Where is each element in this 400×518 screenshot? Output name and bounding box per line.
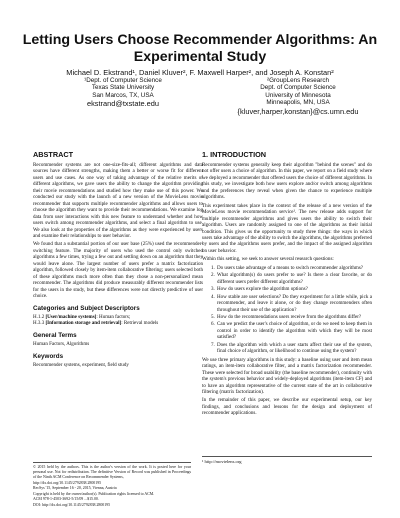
research-question: 6. Can we predict the user's choice of algorithm, or do we need to keep them in control in order to identify the algorithm with which they will be most satisfied? <box>216 321 372 340</box>
copyright-isbn: ACM 978-1-4503-3692-5/15/09 ...$15.00. <box>33 497 99 502</box>
research-questions-list <box>202 265 372 355</box>
general-terms-text: Human Factors, Algorithms <box>33 341 90 348</box>
affiliation-left-line-3: San Marcos, TX, USA <box>92 91 154 99</box>
affiliation-left-line-2: Texas State University <box>91 84 155 92</box>
category-2-title: [Information storage and retrieval] <box>45 320 122 327</box>
keywords-heading: Keywords <box>33 352 64 360</box>
author-list: Michael D. Ekstrand¹, Daniel Kluver², F. Maxwell Harper², and Joseph A. Konstan² <box>66 68 334 77</box>
research-question: 7. Does the algorithm with which a user starts affect their use of the system, final choice of algorithm, or likelihood to continue using the system? <box>216 342 372 355</box>
affiliation-right <box>218 77 378 116</box>
affiliation-right-line-4: Minneapolis, MN, USA <box>266 99 330 107</box>
affiliation-right-line-1: ²GroupLens Research <box>267 77 329 84</box>
category-line-2 <box>33 320 203 326</box>
affiliation-right-email: {kluver,harper,konstan}@cs.umn.edu <box>237 106 359 116</box>
left-column <box>33 150 203 371</box>
category-2-code: H.3.3 <box>33 320 45 327</box>
research-question: 4. How stable are user selections? Do they experiment for a little while, pick a recommender, and leave it alone, or do they change recommenders often throughout their use of the application? <box>216 294 372 313</box>
keywords-text: Recommender systems, experiment, field study <box>33 362 129 369</box>
copyright-rights: Copyright is held by the owner/author(s). Publication rights licensed to ACM. <box>33 491 155 496</box>
category-1-title: [User/machine systems] <box>45 314 97 321</box>
category-1-code: H.1.2 <box>33 314 45 321</box>
intro-paragraph-2: This experiment takes place in the context of the release of a new version of the MovieLens movie recommendation service¹. The new release adds support for multiple recommender algorithms and gives users the ability to switch their algorithm. Users are randomly assigned to one of the algorithms as their initial condition. This gives us the opportunity to study three things: the ways in which users take advantage of the ability to switch the algorithms, the algorithms preferred by users and the algorithms users prefer, and the impact of the assigned algorithm on user behavior. <box>202 202 372 254</box>
research-question: 3. How do users explore the algorithm options? <box>216 286 372 292</box>
paper-title <box>20 32 380 66</box>
copyright-block <box>33 462 191 509</box>
affiliation-right-line-2: Dept. of Computer Science <box>260 84 336 92</box>
abstract-heading: ABSTRACT <box>33 150 74 159</box>
title-line-2: Experimental Study <box>133 49 267 65</box>
footnote: ¹ http://movielens.org <box>202 456 372 465</box>
general-terms-heading: General Terms <box>33 331 77 339</box>
categories-heading: Categories and Subject Descriptors <box>33 304 140 312</box>
introduction-heading: 1. INTRODUCTION <box>202 150 267 159</box>
category-2-rest: : Retrieval models <box>121 320 159 327</box>
title-line-1: Letting Users Choose Recommender Algorithms: An <box>22 32 378 48</box>
copyright-line-1: © 2015 held by the authors. This is the author's version of the work. It is posted here for your personal use. Not for redistribution. The definitive Version of Record was published in Proceedings of the Ninth ACM Conference on Recommender Systems, <box>33 465 191 479</box>
intro-paragraph-3: Within this setting, we seek to answer several research questions: <box>202 256 334 263</box>
copyright-doi-link[interactable]: http://dx.doi.org/10.1145/2792838.2800195 <box>33 480 102 485</box>
right-column <box>202 150 372 419</box>
category-1-rest: : Human factors; <box>96 314 131 321</box>
copyright-doi[interactable]: DOI: http://dx.doi.org/10.1145/2792838.2800195 <box>33 502 111 507</box>
research-question: 5. How do the recommendations users receive from the algorithms differ? <box>216 314 372 320</box>
intro-paragraph-4: We use three primary algorithms in this study: a baseline using user and item mean ratings, an item-item collaborative filter, and a matrix factorization recommender. These were selected for broad usability (the baseline recommender), continuity with the system's previous behavior and widely-deployed algorithms (item-item CF) and to have an algorithm representative of the current state of the art in collaborative filtering (matrix factorization). <box>202 356 372 395</box>
intro-paragraph-1: Recommender systems generally keep their algorithm "behind the scenes" and do not offer users a choice of algorithm. In this paper, we report on a field study where we deployed a recommender that offered users the choice of different algorithms. In this study, we investigate both how users explore and/or switch among algorithms and the preferences they reveal when given the chance to experience multiple algorithms. <box>202 162 372 201</box>
research-question: 1. Do users take advantage of a means to switch recommender algorithms? <box>216 265 372 271</box>
abstract-paragraph-2: We found that a substantial portion of our user base (25%) used the recommender-switching feature. The majority of users who used the control only switched algorithms a few times, trying a few out and settling down on an algorithm that they would leave alone. The largest number of users prefer a matrix factorization algorithm, followed closely by item-item collaborative filtering; users selected both of these algorithms much more often than they chose a non-personalized mean recommender. The algorithms did produce measurably different recommender lists for the users in the study, but these differences were not directly predictive of user choice. <box>33 241 203 300</box>
research-question: 2. What algorithm(s) do users prefer to use? Is there a clear favorite, or do different users prefer different algorithms? <box>216 272 372 285</box>
affiliation-left-email: ekstrand@txstate.edu <box>86 99 159 109</box>
abstract-paragraph-1: Recommender systems are not one-size-fits-all; different algorithms and data sources have different strengths, making them a better or worse fit for different users and use cases. As one way of taking advantage of the relative merits of different algorithms, we gave users the ability to change the algorithm providing their movie recommendations and studied how they make use of this power. We conducted our study with the launch of a new version of the MovieLens movie recommender that supports multiple recommender algorithms and allows users to choose the algorithm they want to provide their recommendations. We examine log data from user interactions with this new feature to understand whether and how users switch among recommender algorithms, and select a final algorithm to use. We also look at the properties of the algorithms as they were experienced by users and examine their relationships to user behavior. <box>33 162 203 239</box>
affiliation-right-line-3: University of Minnesota <box>265 91 331 99</box>
copyright-conference: RecSys '15, September 16 - 20, 2015, Vienna, Austria <box>33 486 117 491</box>
affiliation-left-line-1: ¹Dept. of Computer Science <box>84 77 162 84</box>
intro-paragraph-5: In the remainder of this paper, we describe our experimental setup, our key findings, and conclusions and lessons for the design and deployment of recommender applications. <box>202 397 372 417</box>
affiliation-left <box>48 77 198 108</box>
